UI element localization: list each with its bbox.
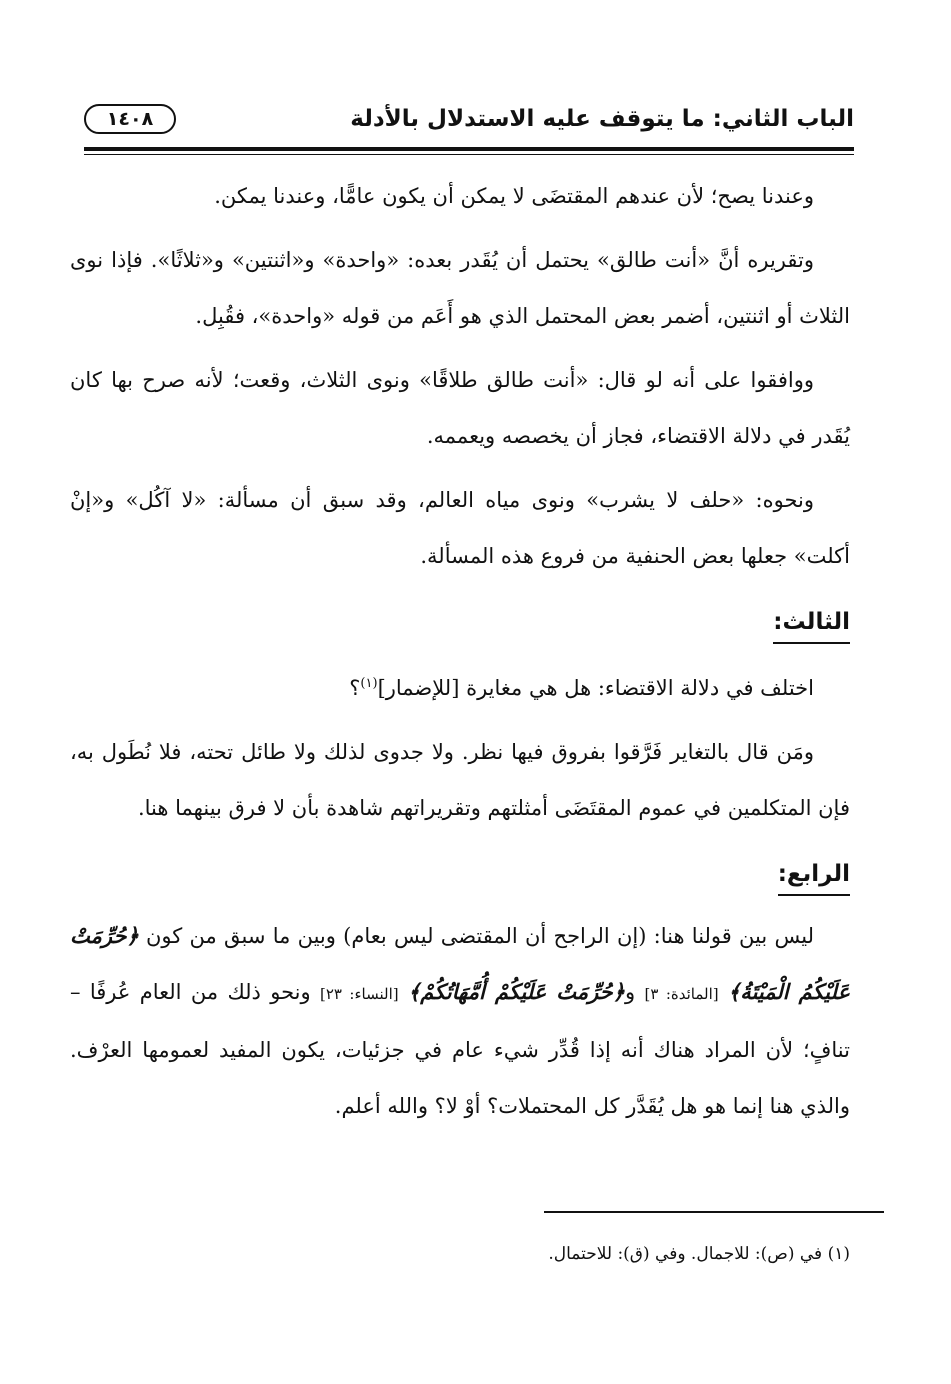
verse-reference: [المائدة: ٣] [644, 985, 719, 1003]
paragraph: وتقريره أنَّ «أنت طالق» يحتمل أن يُقَدر بعده: «واحدة» و«اثنتين» و«ثلاثًا». فإذا نوى الثلاث أو اثنتين، أضمر بعض المحتمل الذي هو أَعَم من قوله «واحدة»، فقُبِل. [70, 248, 850, 328]
paragraph [70, 656, 850, 716]
footnote-separator [544, 1211, 884, 1213]
header-rule [84, 147, 854, 151]
paragraph-end: ؟ [349, 676, 361, 700]
verse-reference: [النساء: ٢٣] [320, 985, 399, 1003]
paragraph: ونحوه: «حلف لا يشرب» ونوى مياه العالم، وقد سبق أن مسألة: «لا آكُل» و«إنْ أكلت» جعلها بعض الحنفية من فروع هذه المسألة. [70, 488, 850, 568]
paragraph-text: ليس بين قولنا هنا: (إن الراجح أن المقتضى ليس بعام) وبين ما سبق من كون [146, 924, 814, 948]
paragraph: وعندنا يصح؛ لأن عندهم المقتضَى لا يمكن أن يكون عامًّا، وعندنا يمكن. [214, 184, 814, 208]
quran-verse: ﴿حُرِّمَتْ عَلَيْكُمُ الْمَيْتَةُ﴾ [70, 923, 850, 1004]
quran-verse: ﴿حُرِّمَتْ عَلَيْكُمْ أُمَّهَاتُكُمْ﴾ [407, 979, 625, 1004]
paragraph: ووافقوا على أنه لو قال: «أنت طالق طلاقًا» ونوى الثلاث، وقعت؛ لأنه صرح بها كان يُقَدر في دلالة الاقتضاء، فجاز أن يخصصه ويعممه. [70, 368, 850, 448]
footnote: (١) في (ص): للاجمال. وفي (ق): للاحتمال. [548, 1244, 850, 1264]
header-rule-thin [84, 154, 854, 155]
section-heading-third: الثالث: [773, 602, 850, 644]
paragraph-text: اختلف في دلالة الاقتضاء: هل هي مغايرة [للإضمار] [377, 676, 814, 700]
footnote-marker: (١) [360, 676, 378, 691]
paragraph-text: ونحو ذلك من العام عُرفًا – تنافٍ؛ لأن المراد هناك أنه إذا قُدِّر شيء عام في جزئيات، يكون المفيد لعمومها العرْف. والذي هنا إنما هو هل يُقَدَّر كل المحتملات؟ أوْ لا؟ والله أعلم. [70, 980, 850, 1118]
paragraph: ومَن قال بالتغاير فَرَّقوا بفروق فيها نظر. ولا جدوى لذلك ولا طائل تحته، فلا نُطَول به، فإن المتكلمين في عموم المقتَضَى أمثلتهم وتقريراتهم شاهدة بأن لا فرق بينهما هنا. [70, 740, 850, 820]
section-heading-fourth: الرابع: [778, 854, 850, 896]
conjunction: و [624, 980, 636, 1004]
page-number: ١٤٠٨ [84, 104, 176, 134]
page-header [84, 96, 854, 146]
main-text [70, 168, 850, 1142]
paragraph [70, 908, 850, 1134]
chapter-title: الباب الثاني: ما يتوقف عليه الاستدلال بالأدلة [350, 106, 854, 132]
